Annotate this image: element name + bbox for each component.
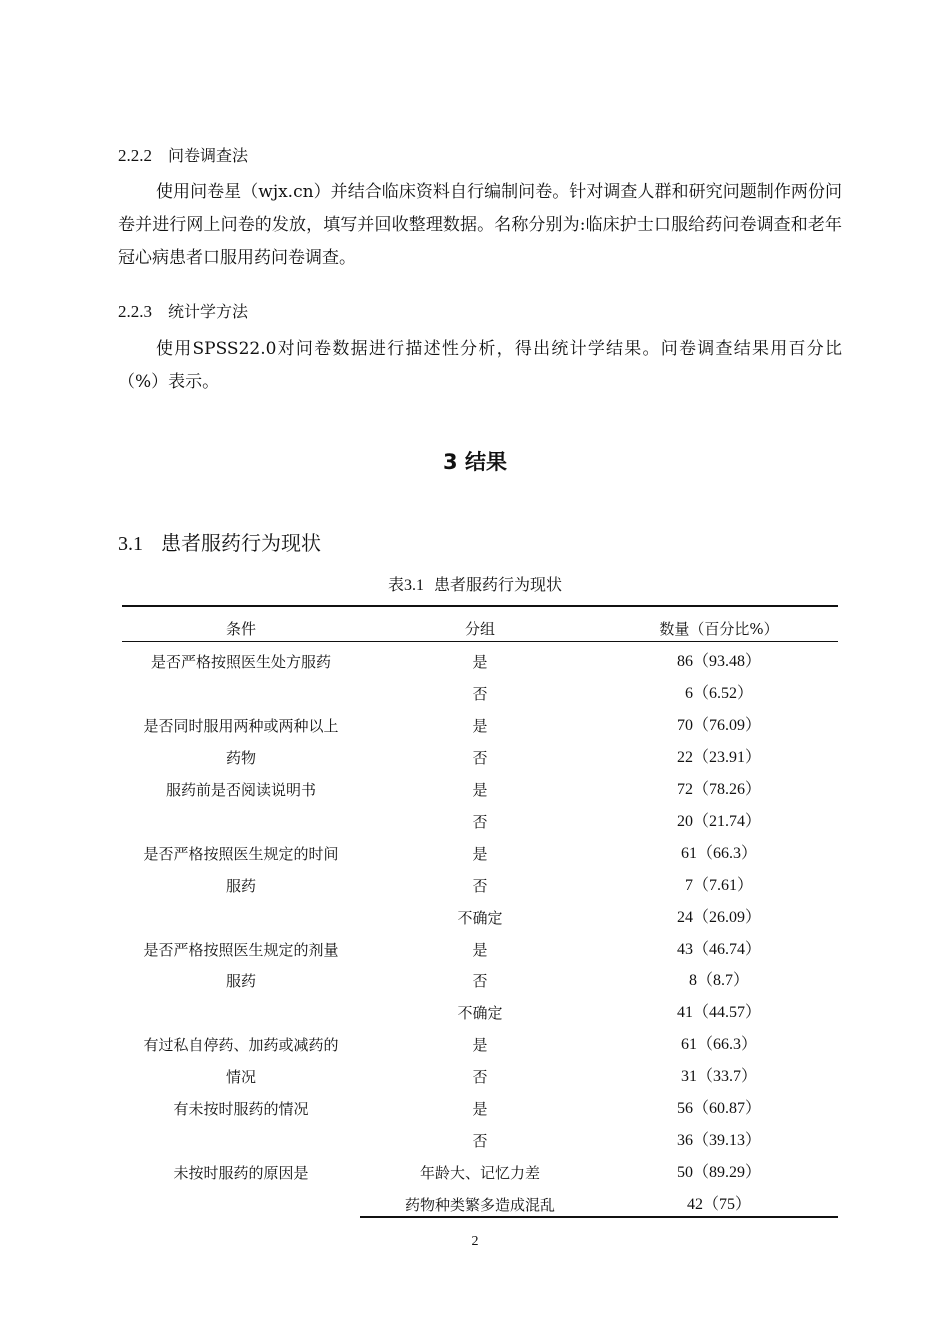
table-cell-count: 61（66.3） [680, 1036, 757, 1053]
table-number: 表3.1 [387, 577, 424, 594]
table-cell-count: 7（7.61） [684, 877, 753, 894]
table-top-rule [122, 605, 838, 607]
table-cell-group: 年龄大、记忆力差 [419, 1164, 540, 1182]
chapter-heading-results: 3 结果 [443, 450, 507, 474]
table-cell-count: 42（75） [686, 1196, 751, 1213]
table-cell-group: 否 [472, 813, 488, 831]
page-number: 2 [471, 1234, 479, 1249]
table-header-group: 分组 [464, 620, 495, 638]
table-cell-group: 是 [472, 1100, 488, 1118]
table-header-condition: 条件 [225, 620, 256, 638]
section-heading-3-1 [118, 527, 321, 556]
table-cell-group: 否 [472, 972, 488, 990]
table-cell-condition: 服药 [225, 877, 256, 895]
table-cell-count: 50（89.29） [676, 1164, 761, 1181]
table-cell-group: 是 [472, 941, 488, 959]
table-cell-group: 是 [472, 781, 488, 799]
table-cell-count: 72（78.26） [676, 781, 761, 798]
table-cell-count: 6（6.52） [684, 685, 753, 702]
section-title: 统计学方法 [168, 302, 249, 321]
table-cell-condition: 药物 [225, 749, 256, 767]
table-cell-count: 24（26.09） [676, 909, 761, 926]
table-cell-count: 41（44.57） [676, 1004, 761, 1021]
section-title: 问卷调查法 [168, 146, 249, 165]
table-cell-count: 22（23.91） [676, 749, 761, 766]
table-cell-condition: 服药 [225, 972, 256, 990]
table-cell-condition: 有过私自停药、加药或减药的 [143, 1036, 339, 1054]
section-heading-2-2-2 [118, 143, 248, 166]
table-cell-count: 31（33.7） [680, 1068, 757, 1085]
table-caption [0, 572, 950, 595]
table-cell-condition: 情况 [225, 1068, 256, 1086]
table-cell-count: 20（21.74） [676, 813, 761, 830]
section-number: 2.2.2 [118, 146, 152, 165]
table-title: 患者服药行为现状 [434, 575, 563, 594]
table-cell-condition: 是否同时服用两种或两种以上 [143, 717, 339, 735]
table-cell-condition: 是否严格按照医生规定的时间 [143, 845, 339, 863]
table-cell-count: 86（93.48） [676, 653, 761, 670]
section-title: 患者服药行为现状 [161, 531, 321, 555]
table-header-rule [122, 641, 838, 642]
table-cell-group: 不确定 [457, 909, 503, 927]
table-cell-condition: 是否严格按照医生规定的剂量 [143, 941, 339, 959]
table-cell-count: 56（60.87） [676, 1100, 761, 1117]
table-cell-group: 否 [472, 877, 488, 895]
table-header-count: 数量（百分比%） [659, 620, 779, 638]
paragraph-statistical-method: 使用SPSS22.0对问卷数据进行描述性分析，得出统计学结果。问卷调查结果用百分比（%）表示。 [118, 339, 842, 392]
table-cell-group: 是 [472, 717, 488, 735]
table-cell-group: 否 [472, 685, 488, 703]
table-cell-count: 61（66.3） [680, 845, 757, 862]
table-cell-group: 是 [472, 1036, 488, 1054]
table-cell-count: 43（46.74） [676, 941, 761, 958]
table-cell-count: 36（39.13） [676, 1132, 761, 1149]
section-number: 2.2.3 [118, 302, 152, 321]
table-cell-group: 否 [472, 1132, 488, 1150]
table-cell-group: 药物种类繁多造成混乱 [404, 1196, 555, 1214]
table-cell-condition: 有未按时服药的情况 [173, 1100, 309, 1118]
table-cell-group: 否 [472, 749, 488, 767]
table-cell-condition: 服药前是否阅读说明书 [165, 781, 316, 799]
table-cell-group: 不确定 [457, 1004, 503, 1022]
table-cell-group: 是 [472, 845, 488, 863]
table-cell-group: 是 [472, 653, 488, 671]
table-bottom-rule [360, 1216, 838, 1218]
table-cell-condition: 是否严格按照医生处方服药 [150, 653, 331, 671]
section-heading-2-2-3 [118, 299, 248, 322]
table-cell-group: 否 [472, 1068, 488, 1086]
section-number: 3.1 [118, 533, 143, 555]
paragraph-questionnaire-method: 使用问卷星（wjx.cn）并结合临床资料自行编制问卷。针对调查人群和研究问题制作两份问卷并进行网上问卷的发放，填写并回收整理数据。名称分别为:临床护士口服给药问卷调查和老年冠心病患者口服用药问卷调查。 [118, 182, 842, 268]
table-cell-condition: 未按时服药的原因是 [173, 1164, 309, 1182]
table-cell-count: 70（76.09） [676, 717, 761, 734]
table-cell-count: 8（8.7） [688, 972, 749, 989]
